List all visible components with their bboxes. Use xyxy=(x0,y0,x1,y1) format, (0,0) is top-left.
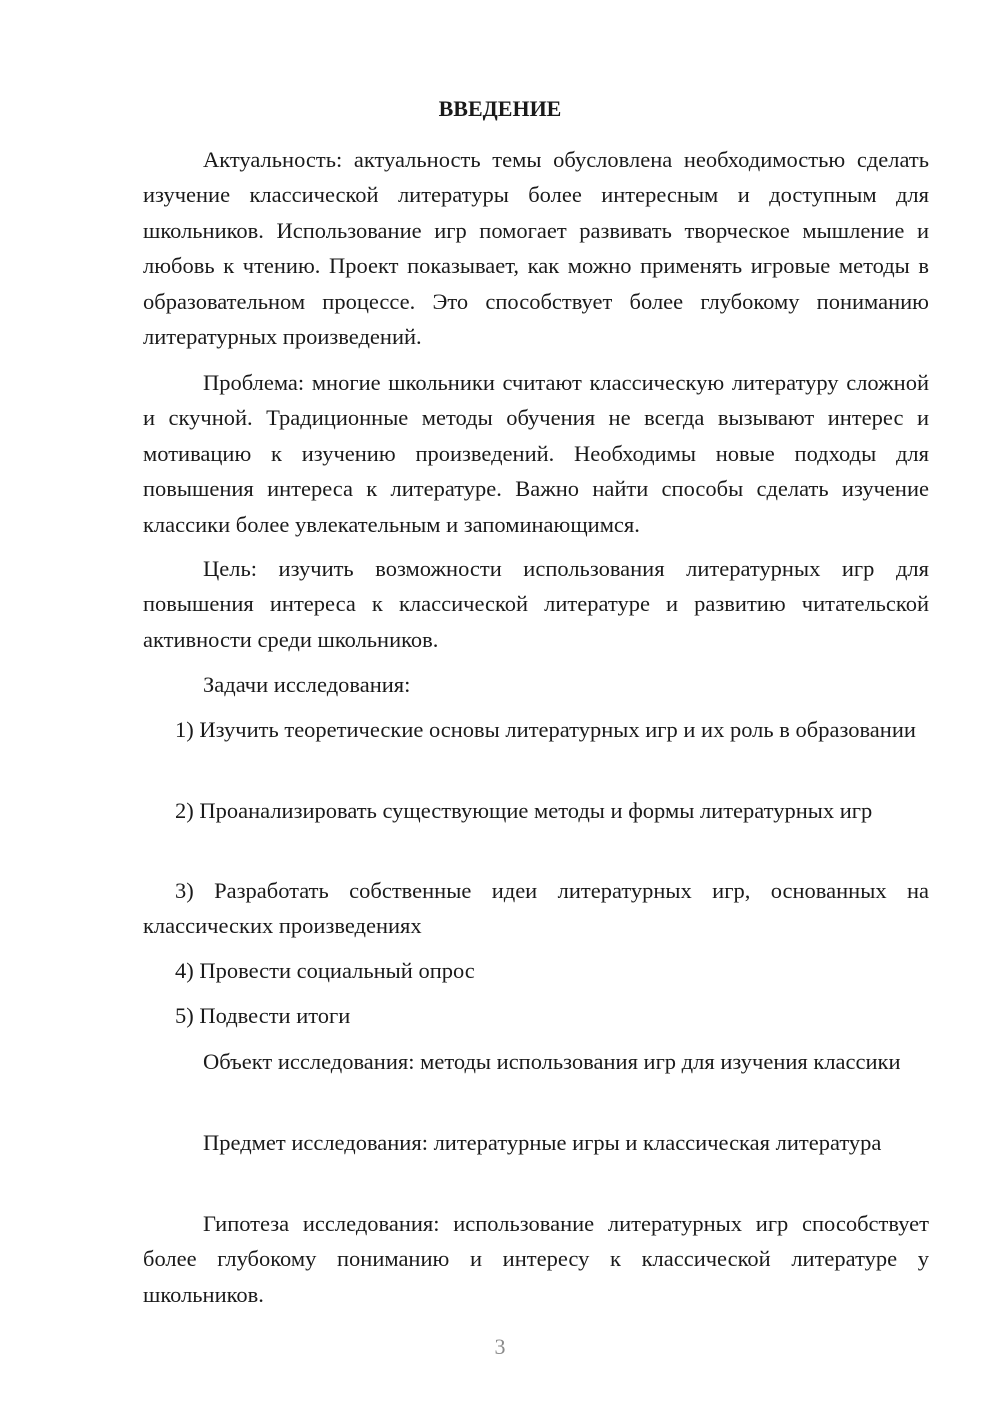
paragraph-subject: Предмет исследования: литературные игры и классическая литература xyxy=(203,1130,882,1155)
task-item-3: 3) Разработать собственные идеи литературных игр, основанных на классических произведениях xyxy=(143,878,929,939)
paragraph-hypothesis: Гипотеза исследования: использование литературных игр способствует более глубокому пониманию и интересу к классической литературе у школьников. xyxy=(143,1211,929,1307)
task-item-4: 4) Провести социальный опрос xyxy=(175,958,475,983)
paragraph-goal: Цель: изучить возможности использования литературных игр для повышения интереса к классической литературе и развитию читательской активности среди школьников. xyxy=(143,556,929,652)
paragraph-problem: Проблема: многие школьники считают классическую литературу сложной и скучной. Традиционные методы обучения не всегда вызывают интерес и мотивацию к изучению произведений. Необходимы новые подходы для повышения интереса к литературе. Важно найти способы сделать изучение классики более увлекательным и запоминающимся. xyxy=(143,370,929,537)
page-number: 3 xyxy=(494,1334,506,1359)
paragraph-object: Объект исследования: методы использования игр для изучения классики xyxy=(203,1049,901,1074)
task-item-2: 2) Проанализировать существующие методы и формы литературных игр xyxy=(175,798,873,823)
task-item-5: 5) Подвести итоги xyxy=(175,1003,351,1028)
task-item-1: 1) Изучить теоретические основы литературных игр и их роль в образовании xyxy=(175,717,916,742)
tasks-heading: Задачи исследования: xyxy=(203,672,411,697)
page-title: ВВЕДЕНИЕ xyxy=(438,96,562,121)
paragraph-relevance: Актуальность: актуальность темы обусловлена необходимостью сделать изучение классической литературы более интересным и доступным для школьников. Использование игр помогает развивать творческое мышление и любовь к чтению. Проект показывает, как можно применять игровые методы в образовательном процессе. Это способствует более глубокому пониманию литературных произведений. xyxy=(143,147,929,350)
